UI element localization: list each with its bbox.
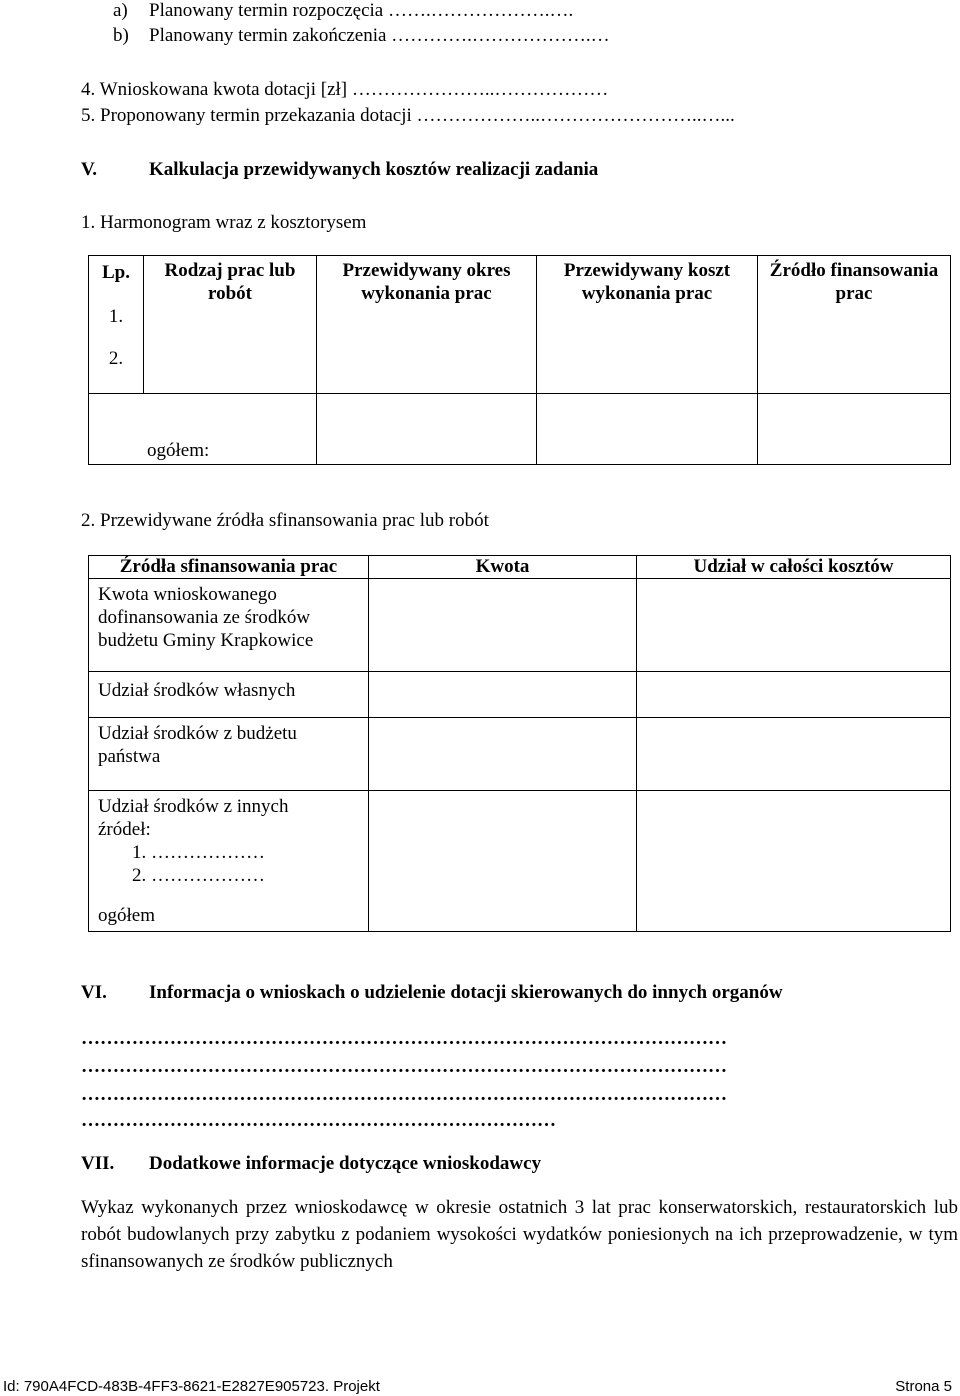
dotted-line: ………………………………………………………………………………………… <box>81 1056 727 1077</box>
amount-header-cell <box>369 556 637 579</box>
source-header: Źródło finansowania prac <box>769 260 939 304</box>
sources-table <box>88 555 951 932</box>
share-cell <box>637 579 951 672</box>
schedule-table <box>88 255 951 465</box>
section-vii-paragraph: Wykaz wykonanych przez wnioskodawcę w okresie ostatnich 3 lat prac konserwatorskich, restauratorskich lub robót budowlanych przy zabytku z podaniem wysokości wydatków poniesionych na ich przeprowadzenie, w tym sfinansowanych ze środków publicznych <box>81 1197 958 1272</box>
amount-cell <box>369 579 637 672</box>
share-header: Udział w całości kosztów <box>693 556 894 577</box>
share-cell <box>637 718 951 791</box>
amount-header: Kwota <box>475 556 530 577</box>
dotted-line: ………………………………………………………………………………………… <box>81 1084 727 1105</box>
type-header-cell <box>144 256 317 394</box>
source-header-cell <box>758 256 951 394</box>
other-source-1: 1. ……………… <box>132 842 265 863</box>
row-label-2: 2. <box>108 348 124 369</box>
section-v-title: Kalkulacja przewidywanych kosztów realizacji zadania <box>149 159 599 180</box>
cost-header-cell <box>537 256 758 394</box>
sources-row-cell <box>89 579 369 672</box>
section-v-subheading: 1. Harmonogram wraz z kosztorysem <box>81 212 367 233</box>
amount-cell <box>369 718 637 791</box>
item-5: 5. Proponowany termin przekazania dotacji ………………..……………………..…... <box>81 105 735 126</box>
dotted-line: ………………………………………………………………………………………… <box>81 1028 727 1049</box>
share-cell <box>637 791 951 932</box>
total-source-cell <box>758 394 951 465</box>
sources-row-cell <box>89 791 369 932</box>
section-v-number: V. <box>81 159 98 180</box>
section-vii-title: Dodatkowe informacje dotyczące wnioskodawcy <box>149 1153 542 1174</box>
period-header-cell <box>317 256 537 394</box>
dotted-line: ………………………………………………………………… <box>81 1110 556 1131</box>
amount-cell <box>369 791 637 932</box>
source-row-label: Kwota wnioskowanego dofinansowania ze środków budżetu Gminy Krapkowice <box>98 584 314 651</box>
lp-header: Lp. <box>102 262 130 283</box>
amount-cell <box>369 672 637 718</box>
section-vi-number: VI. <box>81 982 107 1003</box>
total-label: ogółem: <box>147 440 210 461</box>
footer-document-id: Id: 790A4FCD-483B-4FF3-8621-E2827E905723. Projekt <box>3 1378 380 1395</box>
source-row-label: Udział środków z budżetu państwa <box>98 723 297 767</box>
source-row-label: Udział środków własnych <box>98 680 296 701</box>
item-4: 4. Wnioskowana kwota dotacji [zł] …………………..……………… <box>81 79 609 100</box>
section-vi-title: Informacja o wnioskach o udzielenie dotacji skierowanych do innych organów <box>149 982 783 1003</box>
period-header: Przewidywany okres wykonania prac <box>342 260 511 304</box>
footer-page-number: Strona 5 <box>895 1378 952 1395</box>
sources-total-label: ogółem <box>98 905 155 926</box>
share-cell <box>637 672 951 718</box>
sources-row-cell <box>89 672 369 718</box>
cost-header: Przewidywany koszt wykonania prac <box>563 260 731 304</box>
type-header: Rodzaj prac lub robót <box>164 260 296 304</box>
sources-subheading: 2. Przewidywane źródła sfinansowania prac lub robót <box>81 510 489 531</box>
sources-header-cell <box>89 556 369 579</box>
total-period-cell <box>317 394 537 465</box>
source-row-label: Udział środków z innych źródeł: <box>98 796 289 840</box>
item-b-marker: b) <box>113 25 129 46</box>
sources-row-cell <box>89 718 369 791</box>
row-label-1: 1. <box>108 306 124 327</box>
sources-header: Źródła sfinansowania prac <box>119 556 338 577</box>
item-a-text: Planowany termin rozpoczęcia …….……………….…. <box>149 0 574 21</box>
total-label-cell <box>89 394 317 465</box>
lp-header-cell <box>89 256 144 394</box>
other-source-2: 2. ……………… <box>132 865 265 886</box>
item-a-marker: a) <box>113 0 128 21</box>
share-header-cell <box>637 556 951 579</box>
item-b-text: Planowany termin zakończenia ………….……………….… <box>149 25 610 46</box>
section-vii-number: VII. <box>81 1153 115 1174</box>
total-cost-cell <box>537 394 758 465</box>
